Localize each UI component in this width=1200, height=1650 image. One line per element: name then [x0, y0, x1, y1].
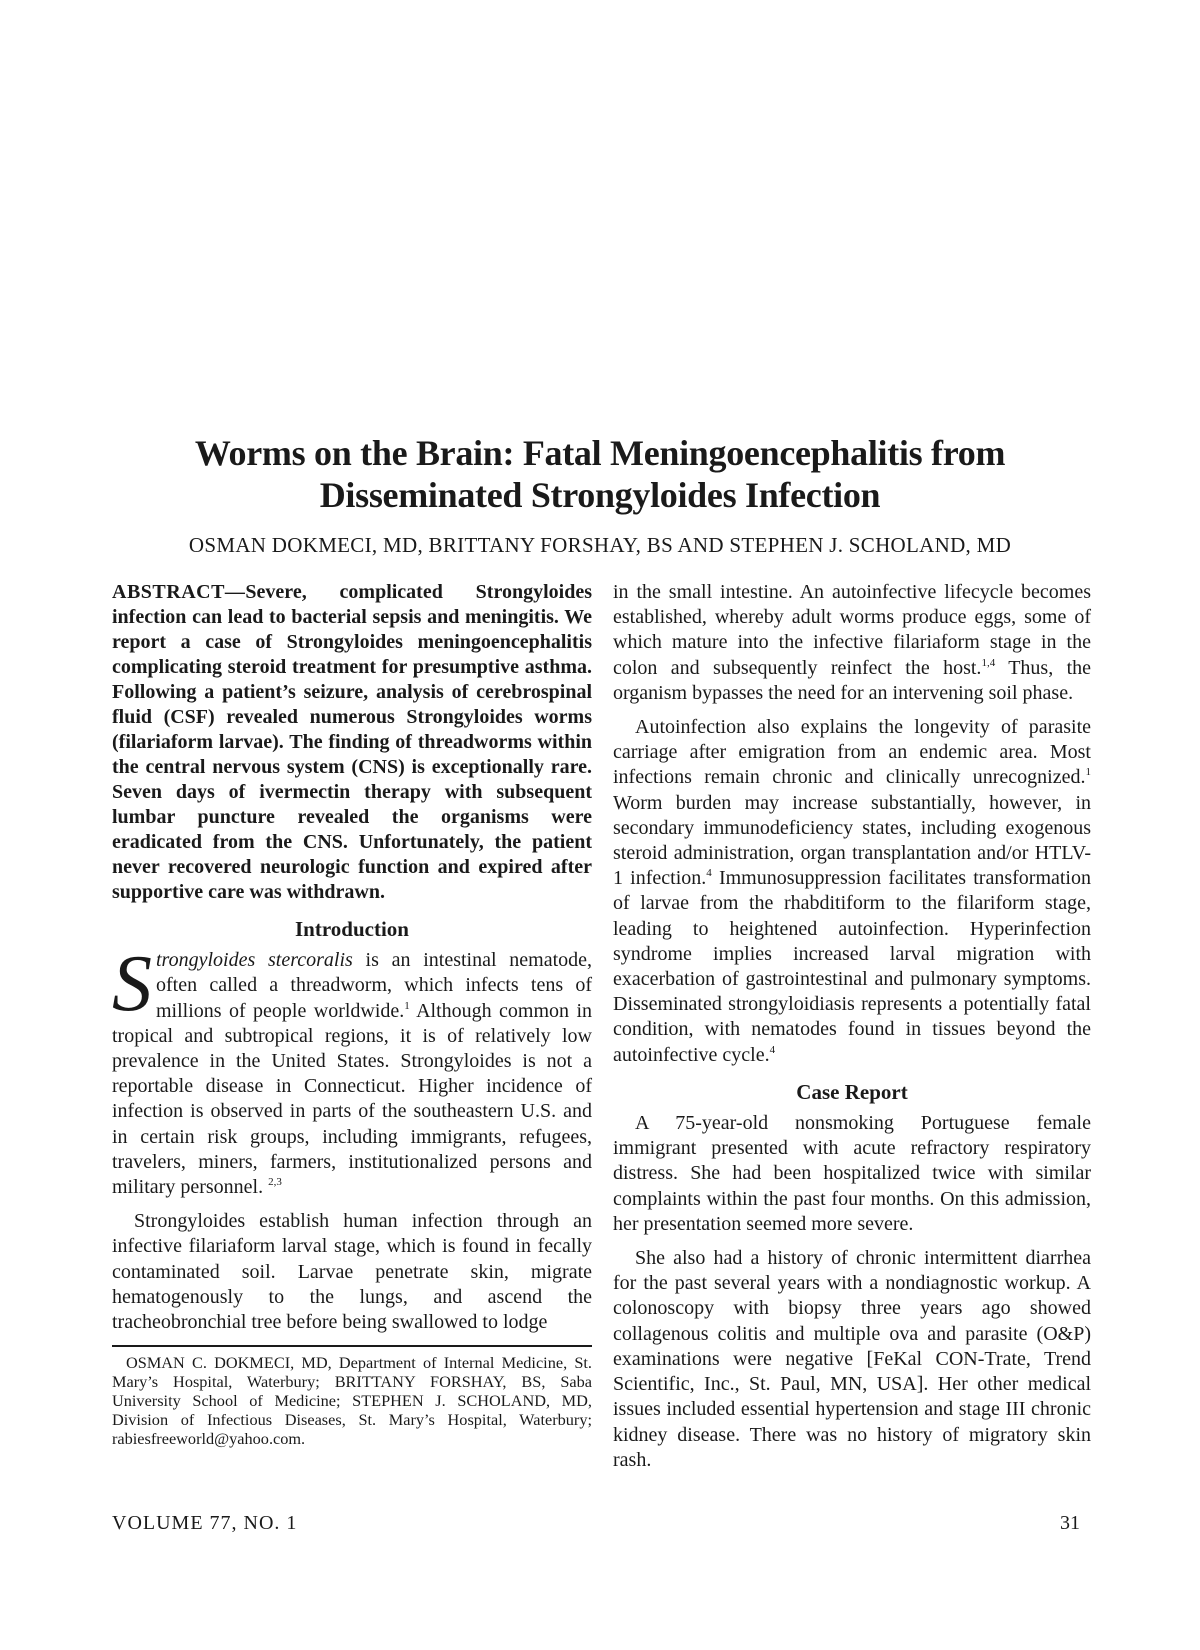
- case-paragraph-2: She also had a history of chronic intermittent diarrhea for the past several years with a nondiagnostic workup. A colonoscopy with biopsy three years ago showed collagenous colitis and multiple ova and parasite (O&P) examinations were negative [FeKal CON-Trate, Trend Scientific, Inc., St. Paul, MN, USA]. Her other medical issues included essential hypertension and stage III chronic kidney disease. There was no history of migratory skin rash.: [613, 1247, 1091, 1471]
- lifecycle-text-b: Thus, the organism bypasses the need for an intervening soil phase.: [613, 656, 1091, 704]
- right-column: [613, 580, 1091, 1473]
- title-line-2: Disseminated Strongyloides Infection: [319, 475, 881, 516]
- lifecycle-paragraph: [613, 580, 1091, 706]
- autoinfection-text-a: Autoinfection also explains the longevity of parasite carriage after emigration from an endemic area. Most infections remain chronic and clinically unrecognized.: [613, 716, 1091, 789]
- abstract-text: Severe, complicated Strongyloides infection can lead to bacterial sepsis and meningitis. We report a case of Strongyloides meningoencephalitis complicating steroid treatment for presumptive asthma. Following a patient’s seizure, analysis of cerebrospinal fluid (CSF) revealed numerous Strongyloides worms (filariaform larvae). The finding of threadworms within the central nervous system (CNS) is exceptionally rare. Seven days of ivermectin therapy with subsequent lumbar puncture revealed the organisms were eradicated from the CNS. Unfortunately, the patient never recovered neurologic function and expired after supportive care was withdrawn.: [112, 581, 592, 903]
- citation: 1: [1085, 766, 1091, 779]
- abstract-label: ABSTRACT—: [112, 581, 246, 603]
- species-name: trongyloides stercoralis: [156, 949, 353, 972]
- intro-text-a: is an intestinal nematode, often called a threadworm, which infects tens of millions of people worldwide.: [156, 949, 593, 1022]
- intro-text-b: Although common in tropical and subtropical regions, it is of relatively low prevalence in the United States. Strongyloides is not a reportable disease in Connecticut. Higher incidence of infection is observed in parts of the southeastern U.S. and in certain risk groups, including immigrants, refugees, travelers, miners, farmers, institutionalized persons and military personnel.: [112, 999, 593, 1199]
- left-column: [112, 580, 592, 1448]
- citation: 1,4: [981, 656, 996, 669]
- autoinfection-text-b: Worm burden may increase substantially, however, in secondary immunodeficiency states, including exogenous steroid administration, organ transplantation and/or HTLV-1 infection.: [613, 791, 1091, 890]
- introduction-paragraph-2: Strongyloides establish human infection through an infective filariaform larval stage, which is found in fecally contaminated soil. Larvae penetrate skin, migrate hematogenously to the lungs, and ascend the tracheobronchial tree before being swallowed to lodge: [112, 1210, 592, 1334]
- volume-footer: VOLUME 77, NO. 1: [112, 1512, 298, 1534]
- introduction-paragraph-1: [112, 940, 593, 1200]
- introduction-heading: Introduction: [295, 917, 409, 941]
- case-paragraph-1: A 75-year-old nonsmoking Portuguese female immigrant presented with acute refractory respiratory distress. She had been hospitalized twice with similar complaints within the past four months. On this admission, her presentation seemed more severe.: [613, 1112, 1091, 1235]
- author-list: OSMAN DOKMECI, MD, BRITTANY FORSHAY, BS AND STEPHEN J. SCHOLAND, MD: [188, 533, 1012, 557]
- author-affiliations-footnote: OSMAN C. DOKMECI, MD, Department of Internal Medicine, St. Mary’s Hospital, Waterbury; BRITTANY FORSHAY, BS, Saba University School of Medicine; STEPHEN J. SCHOLAND, MD, Division of Infectious Diseases, St. Mary’s Hospital, Waterbury; rabiesfreeworld@yahoo.com.: [112, 1345, 592, 1448]
- lifecycle-text-a: in the small intestine. An autoinfective lifecycle becomes established, whereby adult worms produce eggs, some of which mature into the infective filariaform stage in the colon and subsequently reinfect the host.: [613, 581, 1091, 679]
- abstract: [112, 580, 592, 905]
- citation: 1: [404, 999, 410, 1012]
- citation: 4: [769, 1043, 776, 1056]
- drop-cap: S: [112, 940, 152, 1029]
- autoinfection-text-c: Immunosuppression facilitates transformation of larvae from the rhabditiform to the filariform stage, leading to heightened autoinfection. Hyperinfection syndrome implies increased larval migration with exacerbation of gastrointestinal and pulmonary symptoms. Disseminated strongyloidiasis represents a potentially fatal condition, with nematodes found in tissues beyond the autoinfective cycle.: [613, 867, 1091, 1066]
- article-title: [110, 432, 1090, 516]
- case-report-heading: Case Report: [796, 1079, 908, 1104]
- autoinfection-paragraph: [613, 715, 1091, 1068]
- citation: 4: [706, 867, 712, 880]
- citation: 2,3: [268, 1176, 282, 1189]
- title-line-1: Worms on the Brain: Fatal Meningoencephalitis from: [194, 433, 1006, 474]
- page-number: 31: [1060, 1512, 1080, 1534]
